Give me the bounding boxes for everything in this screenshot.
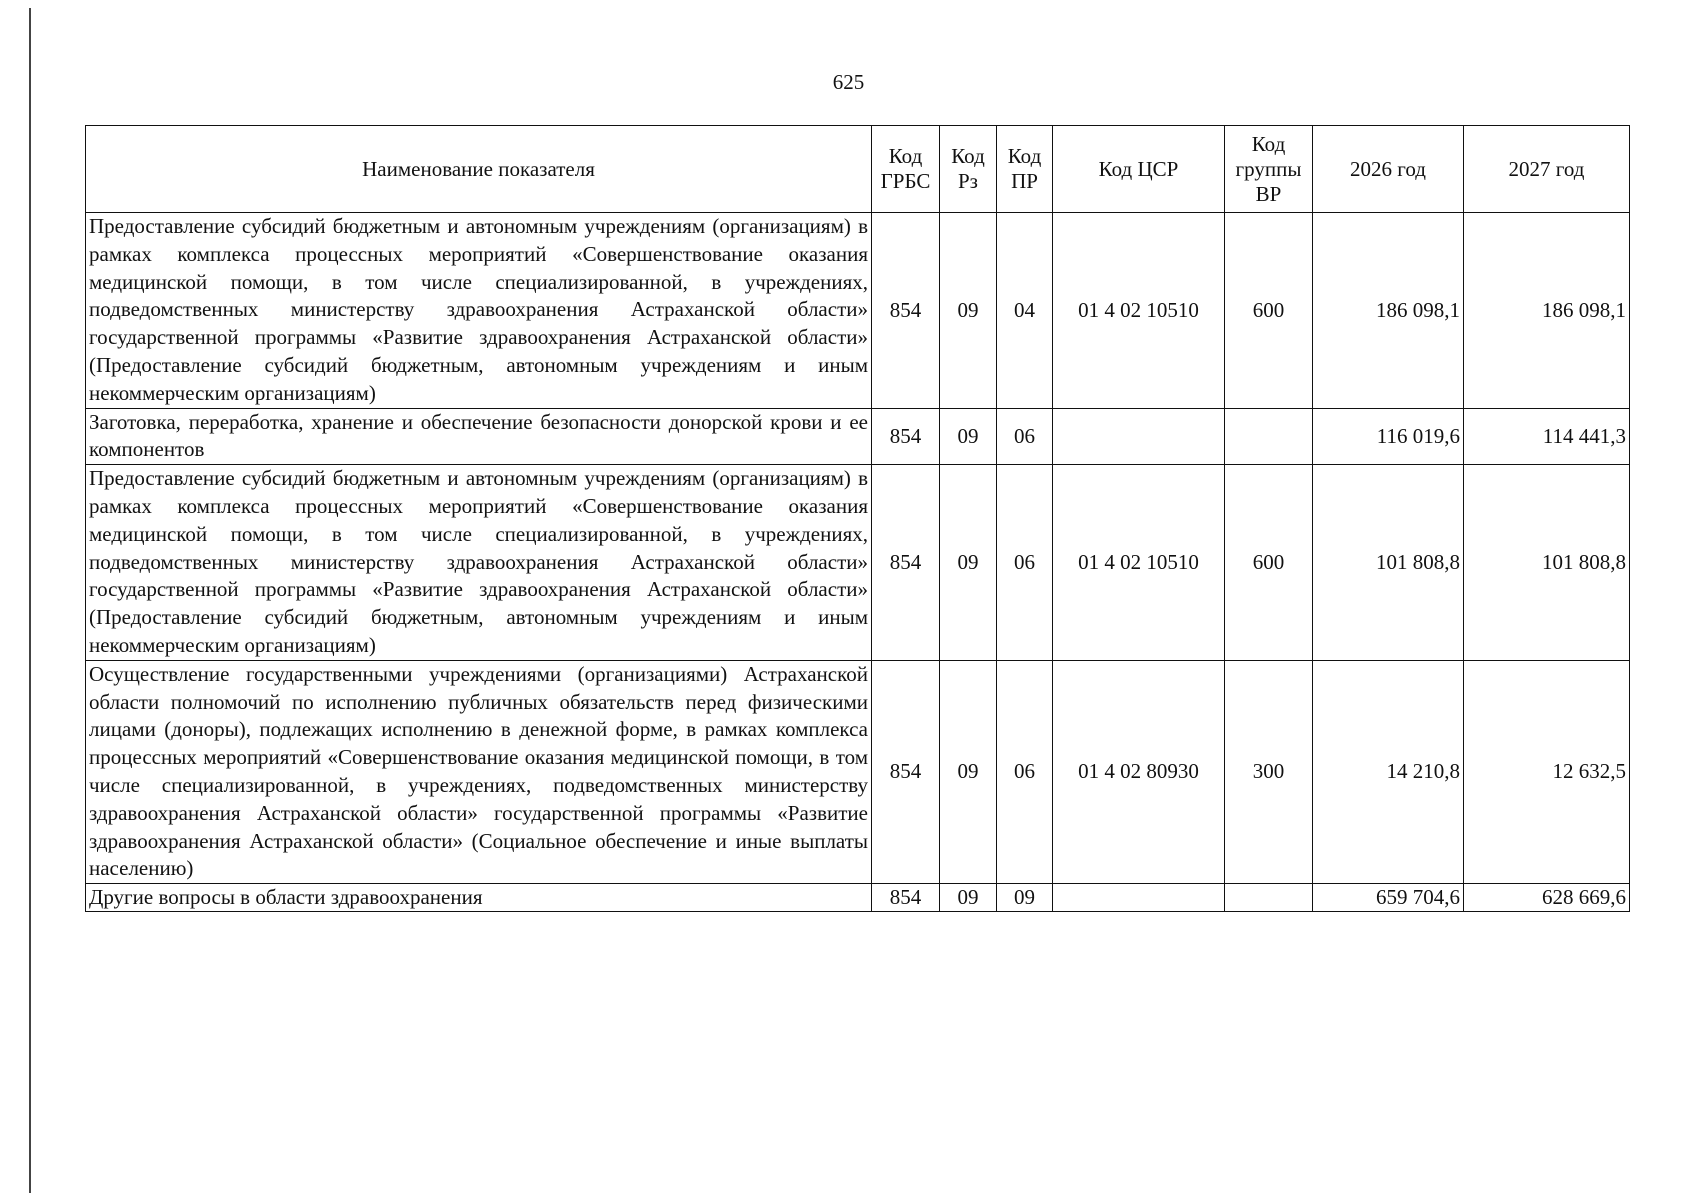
row-amount-2026: 659 704,6 (1313, 884, 1464, 912)
row-rz: 09 (940, 884, 997, 912)
row-name: Предоставление субсидий бюджетным и автономным учреждениям (организациям) в рамках комплекса процессных мероприятий «Совершенствование оказания медицинской помощи, в том числе специализированной, в учреждениях, подведомственных министерству здравоохранения Астраханской области» государственной программы «Развитие здравоохранения Астраханской области» (Предоставление субсидий бюджетным, автономным учреждениям и иным некоммерческим организациям) (86, 213, 872, 409)
row-csr: 01 4 02 80930 (1053, 660, 1225, 883)
header-2026: 2026 год (1313, 126, 1464, 213)
row-grbs: 854 (872, 213, 940, 409)
table-row (86, 660, 1630, 883)
row-amount-2026: 101 808,8 (1313, 465, 1464, 661)
row-csr: 01 4 02 10510 (1053, 465, 1225, 661)
row-pr: 06 (997, 660, 1053, 883)
budget-table (85, 125, 1630, 912)
header-grbs: Код ГРБС (872, 126, 940, 213)
header-pr: Код ПР (997, 126, 1053, 213)
row-name: Осуществление государственными учреждениями (организациями) Астраханской области полномочий по исполнению публичных обязательств перед физическими лицами (доноры), подлежащих исполнению в денежной форме, в рамках комплекса процессных мероприятий «Совершенствование оказания медицинской помощи, в том числе специализированной, в учреждениях, подведомственных министерству здравоохранения Астраханской области» государственной программы «Развитие здравоохранения Астраханской области» (Социальное обеспечение и иные выплаты населению) (86, 660, 872, 883)
header-csr: Код ЦСР (1053, 126, 1225, 213)
row-amount-2027: 628 669,6 (1464, 884, 1630, 912)
row-vr (1225, 884, 1313, 912)
binding-line (29, 8, 31, 1193)
row-amount-2027: 186 098,1 (1464, 213, 1630, 409)
row-amount-2026: 14 210,8 (1313, 660, 1464, 883)
row-grbs: 854 (872, 408, 940, 465)
header-rz: Код Рз (940, 126, 997, 213)
row-csr (1053, 884, 1225, 912)
header-2027: 2027 год (1464, 126, 1630, 213)
row-vr: 600 (1225, 465, 1313, 661)
table-row (86, 884, 1630, 912)
row-amount-2026: 186 098,1 (1313, 213, 1464, 409)
header-name: Наименование показателя (86, 126, 872, 213)
row-rz: 09 (940, 213, 997, 409)
row-vr: 300 (1225, 660, 1313, 883)
row-csr: 01 4 02 10510 (1053, 213, 1225, 409)
row-rz: 09 (940, 408, 997, 465)
row-grbs: 854 (872, 884, 940, 912)
row-pr: 06 (997, 408, 1053, 465)
row-csr (1053, 408, 1225, 465)
row-amount-2027: 12 632,5 (1464, 660, 1630, 883)
row-grbs: 854 (872, 465, 940, 661)
row-name: Предоставление субсидий бюджетным и автономным учреждениям (организациям) в рамках комплекса процессных мероприятий «Совершенствование оказания медицинской помощи, в том числе специализированной, в учреждениях, подведомственных министерству здравоохранения Астраханской области» государственной программы «Развитие здравоохранения Астраханской области» (Предоставление субсидий бюджетным, автономным учреждениям и иным некоммерческим организациям) (86, 465, 872, 661)
row-pr: 06 (997, 465, 1053, 661)
row-amount-2026: 116 019,6 (1313, 408, 1464, 465)
row-name: Другие вопросы в области здравоохранения (86, 884, 872, 912)
row-amount-2027: 101 808,8 (1464, 465, 1630, 661)
page-number: 625 (832, 70, 865, 94)
header-vr: Код группы ВР (1225, 126, 1313, 213)
row-rz: 09 (940, 465, 997, 661)
row-grbs: 854 (872, 660, 940, 883)
row-amount-2027: 114 441,3 (1464, 408, 1630, 465)
table-row (86, 465, 1630, 661)
row-vr (1225, 408, 1313, 465)
row-name: Заготовка, переработка, хранение и обеспечение безопасности донорской крови и ее компонентов (86, 408, 872, 465)
row-pr: 04 (997, 213, 1053, 409)
row-pr: 09 (997, 884, 1053, 912)
table-row (86, 408, 1630, 465)
row-rz: 09 (940, 660, 997, 883)
row-vr: 600 (1225, 213, 1313, 409)
table-row (86, 213, 1630, 409)
table-header-row (86, 126, 1630, 213)
